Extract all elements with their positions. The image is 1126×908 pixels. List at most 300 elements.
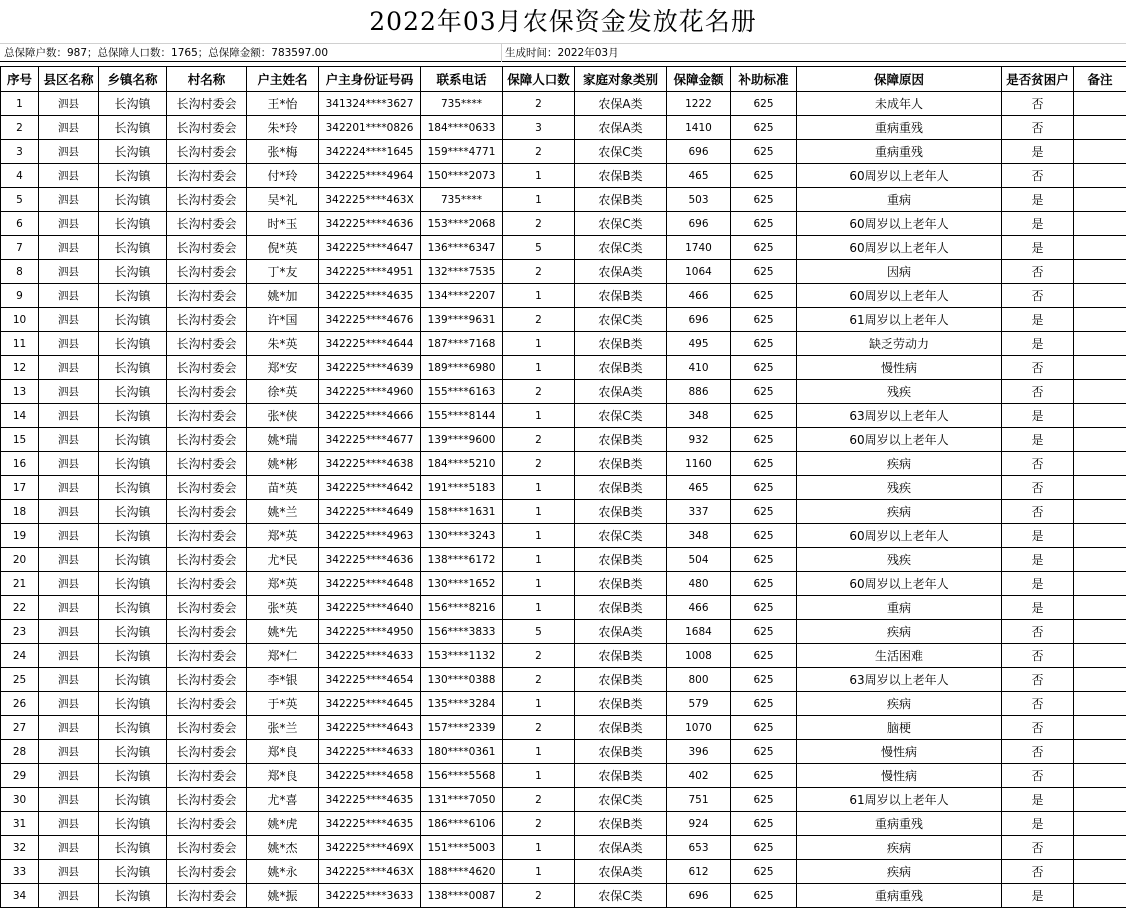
household-size-cell: 2: [503, 92, 575, 116]
category-cell: 农保B类: [575, 356, 667, 380]
name-cell: 时*玉: [247, 212, 319, 236]
amount-cell: 886: [667, 380, 731, 404]
name-cell: 李*银: [247, 668, 319, 692]
standard-cell: 625: [731, 116, 797, 140]
category-cell: 农保B类: [575, 644, 667, 668]
phone-cell: 156****5568: [421, 764, 503, 788]
reason-cell: 重病: [797, 596, 1002, 620]
amount-cell: 1684: [667, 620, 731, 644]
village-cell: 长沟村委会: [167, 788, 247, 812]
county-cell: 泗县: [39, 548, 99, 572]
row-index: 25: [1, 668, 39, 692]
reason-cell: 脑梗: [797, 716, 1002, 740]
poverty-flag-cell: 否: [1002, 116, 1074, 140]
remarks-cell: [1074, 212, 1126, 236]
phone-cell: 184****0633: [421, 116, 503, 140]
table-row: [1, 260, 1126, 284]
household-size-cell: 1: [503, 692, 575, 716]
poverty-flag-cell: 是: [1002, 884, 1074, 908]
table-row: [1, 140, 1126, 164]
remarks-cell: [1074, 260, 1126, 284]
category-cell: 农保A类: [575, 836, 667, 860]
name-cell: 姚*虎: [247, 812, 319, 836]
phone-cell: 139****9631: [421, 308, 503, 332]
remarks-cell: [1074, 788, 1126, 812]
table-row: [1, 764, 1126, 788]
reason-cell: 重病重残: [797, 140, 1002, 164]
category-cell: 农保C类: [575, 308, 667, 332]
village-cell: 长沟村委会: [167, 236, 247, 260]
amount-cell: 1160: [667, 452, 731, 476]
phone-cell: 735****: [421, 188, 503, 212]
col-header: 县区名称: [39, 67, 99, 92]
reason-cell: 60周岁以上老年人: [797, 236, 1002, 260]
county-cell: 泗县: [39, 620, 99, 644]
name-cell: 郑*英: [247, 572, 319, 596]
name-cell: 朱*英: [247, 332, 319, 356]
household-size-cell: 1: [503, 500, 575, 524]
county-cell: 泗县: [39, 356, 99, 380]
poverty-flag-cell: 否: [1002, 164, 1074, 188]
county-cell: 泗县: [39, 452, 99, 476]
household-size-cell: 1: [503, 524, 575, 548]
col-header: 户主身份证号码: [319, 67, 421, 92]
poverty-flag-cell: 是: [1002, 332, 1074, 356]
household-size-cell: 2: [503, 644, 575, 668]
name-cell: 张*梅: [247, 140, 319, 164]
id-number-cell: 342225****4635: [319, 284, 421, 308]
poverty-flag-cell: 是: [1002, 212, 1074, 236]
poverty-flag-cell: 是: [1002, 428, 1074, 452]
household-size-cell: 1: [503, 836, 575, 860]
town-cell: 长沟镇: [99, 476, 167, 500]
household-size-cell: 1: [503, 572, 575, 596]
amount-cell: 1410: [667, 116, 731, 140]
name-cell: 郑*英: [247, 524, 319, 548]
poverty-flag-cell: 否: [1002, 692, 1074, 716]
col-header: 村名称: [167, 67, 247, 92]
household-size-cell: 2: [503, 308, 575, 332]
household-size-cell: 2: [503, 212, 575, 236]
col-header: 保障金额: [667, 67, 731, 92]
village-cell: 长沟村委会: [167, 716, 247, 740]
reason-cell: 60周岁以上老年人: [797, 284, 1002, 308]
table-row: [1, 308, 1126, 332]
category-cell: 农保B类: [575, 476, 667, 500]
row-index: 20: [1, 548, 39, 572]
name-cell: 吴*礼: [247, 188, 319, 212]
town-cell: 长沟镇: [99, 116, 167, 140]
table-row: [1, 524, 1126, 548]
table-row: [1, 572, 1126, 596]
town-cell: 长沟镇: [99, 164, 167, 188]
amount-cell: 579: [667, 692, 731, 716]
remarks-cell: [1074, 476, 1126, 500]
reason-cell: 60周岁以上老年人: [797, 164, 1002, 188]
amount-cell: 932: [667, 428, 731, 452]
poverty-flag-cell: 否: [1002, 740, 1074, 764]
remarks-cell: [1074, 164, 1126, 188]
reason-cell: 慢性病: [797, 356, 1002, 380]
village-cell: 长沟村委会: [167, 860, 247, 884]
remarks-cell: [1074, 548, 1126, 572]
phone-cell: 151****5003: [421, 836, 503, 860]
id-number-cell: 342225****4642: [319, 476, 421, 500]
row-index: 22: [1, 596, 39, 620]
standard-cell: 625: [731, 92, 797, 116]
household-size-cell: 2: [503, 788, 575, 812]
category-cell: 农保C类: [575, 140, 667, 164]
reason-cell: 疾病: [797, 620, 1002, 644]
village-cell: 长沟村委会: [167, 140, 247, 164]
row-index: 34: [1, 884, 39, 908]
town-cell: 长沟镇: [99, 884, 167, 908]
remarks-cell: [1074, 572, 1126, 596]
table-row: [1, 836, 1126, 860]
village-cell: 长沟村委会: [167, 692, 247, 716]
phone-cell: 138****6172: [421, 548, 503, 572]
standard-cell: 625: [731, 836, 797, 860]
name-cell: 张*侠: [247, 404, 319, 428]
remarks-cell: [1074, 836, 1126, 860]
id-number-cell: 342225****4633: [319, 644, 421, 668]
id-number-cell: 342225****4964: [319, 164, 421, 188]
amount-cell: 465: [667, 164, 731, 188]
table-row: [1, 212, 1126, 236]
amount-cell: 348: [667, 524, 731, 548]
reason-cell: 生活困难: [797, 644, 1002, 668]
remarks-cell: [1074, 356, 1126, 380]
village-cell: 长沟村委会: [167, 668, 247, 692]
poverty-flag-cell: 否: [1002, 452, 1074, 476]
table-row: [1, 92, 1126, 116]
table-row: [1, 476, 1126, 500]
amount-cell: 1008: [667, 644, 731, 668]
summary-bar: [0, 43, 1126, 62]
category-cell: 农保C类: [575, 236, 667, 260]
household-size-cell: 1: [503, 332, 575, 356]
table-row: [1, 164, 1126, 188]
phone-cell: 134****2207: [421, 284, 503, 308]
town-cell: 长沟镇: [99, 596, 167, 620]
county-cell: 泗县: [39, 668, 99, 692]
remarks-cell: [1074, 92, 1126, 116]
amount-cell: 402: [667, 764, 731, 788]
id-number-cell: 342225****4633: [319, 740, 421, 764]
county-cell: 泗县: [39, 116, 99, 140]
row-index: 4: [1, 164, 39, 188]
reason-cell: 63周岁以上老年人: [797, 668, 1002, 692]
standard-cell: 625: [731, 860, 797, 884]
phone-cell: 130****1652: [421, 572, 503, 596]
county-cell: 泗县: [39, 788, 99, 812]
village-cell: 长沟村委会: [167, 380, 247, 404]
town-cell: 长沟镇: [99, 860, 167, 884]
county-cell: 泗县: [39, 332, 99, 356]
reason-cell: 疾病: [797, 500, 1002, 524]
household-size-cell: 2: [503, 668, 575, 692]
category-cell: 农保B类: [575, 332, 667, 356]
remarks-cell: [1074, 812, 1126, 836]
standard-cell: 625: [731, 164, 797, 188]
poverty-flag-cell: 是: [1002, 572, 1074, 596]
category-cell: 农保B类: [575, 188, 667, 212]
category-cell: 农保B类: [575, 716, 667, 740]
table-row: [1, 884, 1126, 908]
town-cell: 长沟镇: [99, 836, 167, 860]
poverty-flag-cell: 否: [1002, 380, 1074, 404]
id-number-cell: 342225****4654: [319, 668, 421, 692]
phone-cell: 138****0087: [421, 884, 503, 908]
table-row: [1, 380, 1126, 404]
town-cell: 长沟镇: [99, 716, 167, 740]
county-cell: 泗县: [39, 140, 99, 164]
row-index: 9: [1, 284, 39, 308]
town-cell: 长沟镇: [99, 740, 167, 764]
phone-cell: 156****3833: [421, 620, 503, 644]
table-row: [1, 596, 1126, 620]
standard-cell: 625: [731, 236, 797, 260]
category-cell: 农保A类: [575, 92, 667, 116]
county-cell: 泗县: [39, 572, 99, 596]
household-size-cell: 1: [503, 764, 575, 788]
row-index: 12: [1, 356, 39, 380]
row-index: 33: [1, 860, 39, 884]
phone-cell: 150****2073: [421, 164, 503, 188]
amount-cell: 396: [667, 740, 731, 764]
id-number-cell: 341324****3627: [319, 92, 421, 116]
amount-cell: 495: [667, 332, 731, 356]
household-size-cell: 2: [503, 452, 575, 476]
reason-cell: 60周岁以上老年人: [797, 524, 1002, 548]
standard-cell: 625: [731, 404, 797, 428]
household-size-cell: 1: [503, 164, 575, 188]
remarks-cell: [1074, 500, 1126, 524]
name-cell: 朱*玲: [247, 116, 319, 140]
standard-cell: 625: [731, 308, 797, 332]
category-cell: 农保B类: [575, 764, 667, 788]
village-cell: 长沟村委会: [167, 740, 247, 764]
category-cell: 农保B类: [575, 428, 667, 452]
row-index: 11: [1, 332, 39, 356]
poverty-flag-cell: 否: [1002, 860, 1074, 884]
table-row: [1, 500, 1126, 524]
id-number-cell: 342225****4644: [319, 332, 421, 356]
household-size-cell: 2: [503, 884, 575, 908]
id-number-cell: 342225****4666: [319, 404, 421, 428]
county-cell: 泗县: [39, 716, 99, 740]
amount-cell: 466: [667, 284, 731, 308]
town-cell: 长沟镇: [99, 284, 167, 308]
id-number-cell: 342225****3633: [319, 884, 421, 908]
village-cell: 长沟村委会: [167, 644, 247, 668]
col-header: 户主姓名: [247, 67, 319, 92]
standard-cell: 625: [731, 356, 797, 380]
row-index: 15: [1, 428, 39, 452]
phone-cell: 184****5210: [421, 452, 503, 476]
category-cell: 农保B类: [575, 284, 667, 308]
col-header: 序号: [1, 67, 39, 92]
county-cell: 泗县: [39, 380, 99, 404]
phone-cell: 155****8144: [421, 404, 503, 428]
standard-cell: 625: [731, 380, 797, 404]
id-number-cell: 342225****4649: [319, 500, 421, 524]
category-cell: 农保C类: [575, 212, 667, 236]
village-cell: 长沟村委会: [167, 596, 247, 620]
id-number-cell: 342225****4645: [319, 692, 421, 716]
row-index: 19: [1, 524, 39, 548]
village-cell: 长沟村委会: [167, 164, 247, 188]
standard-cell: 625: [731, 620, 797, 644]
standard-cell: 625: [731, 548, 797, 572]
town-cell: 长沟镇: [99, 308, 167, 332]
poverty-flag-cell: 是: [1002, 404, 1074, 428]
reason-cell: 疾病: [797, 836, 1002, 860]
county-cell: 泗县: [39, 764, 99, 788]
poverty-flag-cell: 否: [1002, 476, 1074, 500]
amount-cell: 751: [667, 788, 731, 812]
col-header: 保障原因: [797, 67, 1002, 92]
standard-cell: 625: [731, 188, 797, 212]
county-cell: 泗县: [39, 164, 99, 188]
standard-cell: 625: [731, 476, 797, 500]
category-cell: 农保A类: [575, 116, 667, 140]
town-cell: 长沟镇: [99, 452, 167, 476]
table-row: [1, 188, 1126, 212]
town-cell: 长沟镇: [99, 572, 167, 596]
amount-cell: 696: [667, 308, 731, 332]
row-index: 26: [1, 692, 39, 716]
row-index: 7: [1, 236, 39, 260]
household-size-cell: 2: [503, 140, 575, 164]
category-cell: 农保A类: [575, 380, 667, 404]
col-header: 保障人口数: [503, 67, 575, 92]
phone-cell: 187****7168: [421, 332, 503, 356]
amount-cell: 480: [667, 572, 731, 596]
reason-cell: 61周岁以上老年人: [797, 788, 1002, 812]
name-cell: 张*英: [247, 596, 319, 620]
village-cell: 长沟村委会: [167, 452, 247, 476]
name-cell: 张*兰: [247, 716, 319, 740]
category-cell: 农保B类: [575, 452, 667, 476]
village-cell: 长沟村委会: [167, 884, 247, 908]
remarks-cell: [1074, 524, 1126, 548]
poverty-flag-cell: 是: [1002, 236, 1074, 260]
county-cell: 泗县: [39, 740, 99, 764]
summary-totals: 总保障户数：987；总保障人口数：1765；总保障金额：783597.00: [4, 47, 329, 59]
village-cell: 长沟村委会: [167, 332, 247, 356]
name-cell: 徐*英: [247, 380, 319, 404]
table-row: [1, 692, 1126, 716]
reason-cell: 缺乏劳动力: [797, 332, 1002, 356]
town-cell: 长沟镇: [99, 692, 167, 716]
header-row: [1, 67, 1126, 92]
phone-cell: 130****3243: [421, 524, 503, 548]
table-row: [1, 668, 1126, 692]
county-cell: 泗县: [39, 812, 99, 836]
county-cell: 泗县: [39, 860, 99, 884]
household-size-cell: 1: [503, 356, 575, 380]
name-cell: 姚*瑞: [247, 428, 319, 452]
standard-cell: 625: [731, 572, 797, 596]
reason-cell: 疾病: [797, 452, 1002, 476]
county-cell: 泗县: [39, 308, 99, 332]
poverty-flag-cell: 否: [1002, 836, 1074, 860]
reason-cell: 残疾: [797, 476, 1002, 500]
village-cell: 长沟村委会: [167, 92, 247, 116]
row-index: 31: [1, 812, 39, 836]
phone-cell: 158****1631: [421, 500, 503, 524]
town-cell: 长沟镇: [99, 236, 167, 260]
poverty-flag-cell: 否: [1002, 620, 1074, 644]
category-cell: 农保B类: [575, 596, 667, 620]
household-size-cell: 2: [503, 380, 575, 404]
col-header: 补助标准: [731, 67, 797, 92]
row-index: 6: [1, 212, 39, 236]
village-cell: 长沟村委会: [167, 212, 247, 236]
name-cell: 王*怡: [247, 92, 319, 116]
household-size-cell: 1: [503, 548, 575, 572]
name-cell: 姚*兰: [247, 500, 319, 524]
town-cell: 长沟镇: [99, 524, 167, 548]
village-cell: 长沟村委会: [167, 524, 247, 548]
remarks-cell: [1074, 860, 1126, 884]
id-number-cell: 342225****463X: [319, 860, 421, 884]
name-cell: 郑*安: [247, 356, 319, 380]
phone-cell: 188****4620: [421, 860, 503, 884]
village-cell: 长沟村委会: [167, 428, 247, 452]
town-cell: 长沟镇: [99, 332, 167, 356]
poverty-flag-cell: 否: [1002, 644, 1074, 668]
name-cell: 尤*民: [247, 548, 319, 572]
row-index: 21: [1, 572, 39, 596]
category-cell: 农保B类: [575, 668, 667, 692]
table-row: [1, 332, 1126, 356]
remarks-cell: [1074, 596, 1126, 620]
name-cell: 付*玲: [247, 164, 319, 188]
phone-cell: 189****6980: [421, 356, 503, 380]
county-cell: 泗县: [39, 692, 99, 716]
col-header: 备注: [1074, 67, 1126, 92]
amount-cell: 612: [667, 860, 731, 884]
village-cell: 长沟村委会: [167, 500, 247, 524]
name-cell: 丁*友: [247, 260, 319, 284]
poverty-flag-cell: 是: [1002, 308, 1074, 332]
row-index: 27: [1, 716, 39, 740]
village-cell: 长沟村委会: [167, 836, 247, 860]
name-cell: 姚*杰: [247, 836, 319, 860]
category-cell: 农保B类: [575, 812, 667, 836]
remarks-cell: [1074, 668, 1126, 692]
county-cell: 泗县: [39, 284, 99, 308]
phone-cell: 153****1132: [421, 644, 503, 668]
county-cell: 泗县: [39, 476, 99, 500]
village-cell: 长沟村委会: [167, 572, 247, 596]
town-cell: 长沟镇: [99, 500, 167, 524]
town-cell: 长沟镇: [99, 188, 167, 212]
village-cell: 长沟村委会: [167, 548, 247, 572]
amount-cell: 348: [667, 404, 731, 428]
table-row: [1, 116, 1126, 140]
standard-cell: 625: [731, 884, 797, 908]
remarks-cell: [1074, 692, 1126, 716]
town-cell: 长沟镇: [99, 356, 167, 380]
reason-cell: 63周岁以上老年人: [797, 404, 1002, 428]
remarks-cell: [1074, 716, 1126, 740]
name-cell: 姚*加: [247, 284, 319, 308]
col-header: 联系电话: [421, 67, 503, 92]
remarks-cell: [1074, 644, 1126, 668]
